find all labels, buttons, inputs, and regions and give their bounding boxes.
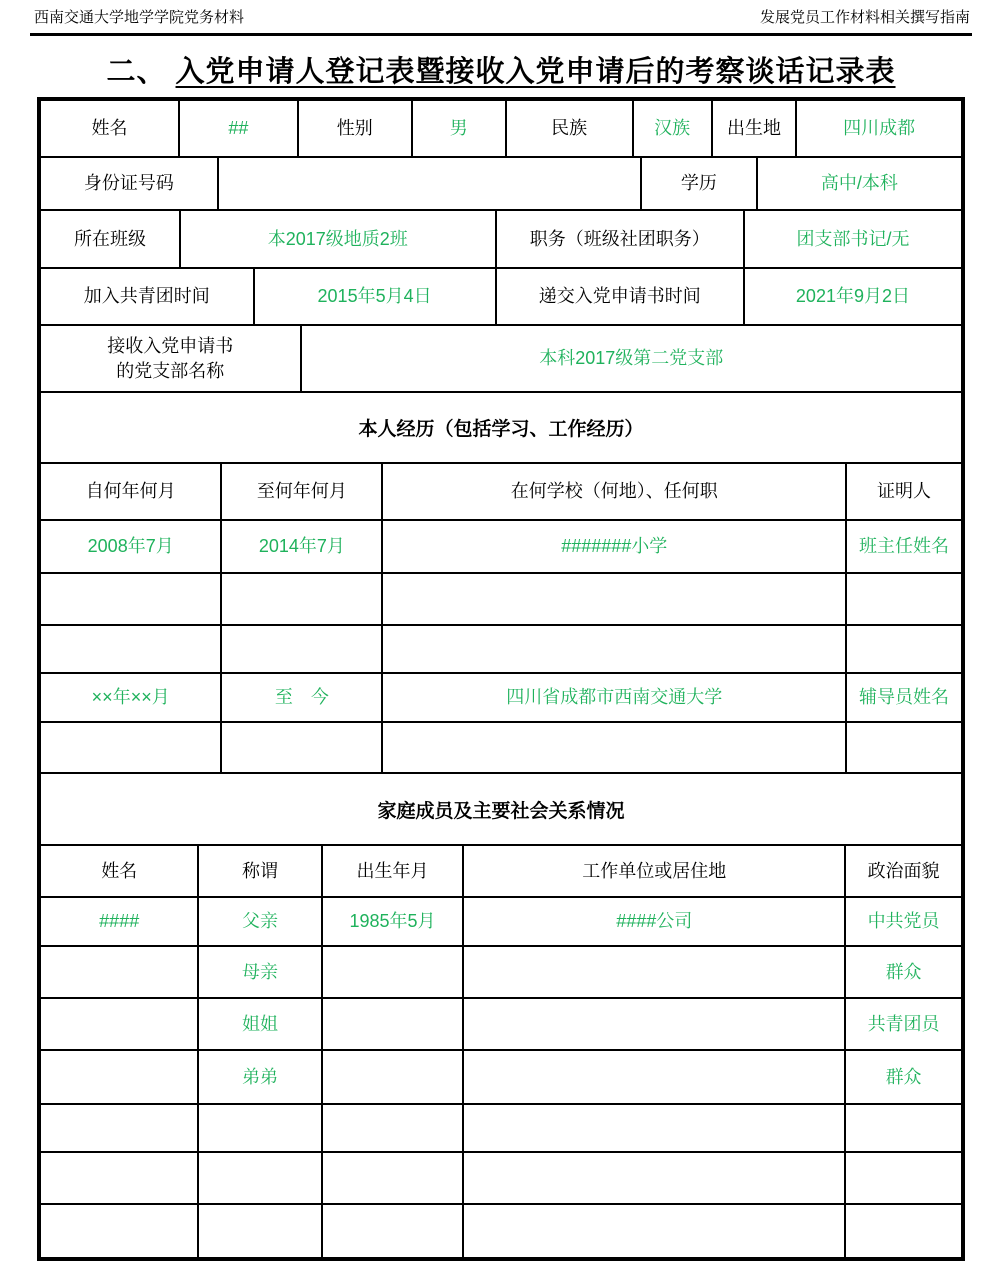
exp-cell-school <box>381 626 845 672</box>
family-cell-birth <box>321 999 463 1049</box>
exp-cell-from: ××年××月 <box>91 687 170 708</box>
gender-value: 男 <box>411 101 505 156</box>
league-join-value: 2015年5月4日 <box>253 269 495 324</box>
family-cell-birth: 1985年5月 <box>321 898 463 945</box>
exp-cell-school <box>381 574 845 624</box>
family-cell-relation: 母亲 <box>197 947 320 997</box>
birthplace-label: 出生地 <box>711 101 796 156</box>
name-value: ## <box>178 101 297 156</box>
family-cell-politics: 共青团员 <box>844 999 961 1049</box>
family-cell-workplace <box>462 947 844 997</box>
row-basic-info <box>41 101 961 156</box>
exp-cell-witness <box>845 574 961 624</box>
exp-col-witness: 证明人 <box>845 464 961 519</box>
family-cell-politics <box>844 1105 961 1151</box>
family-cell-relation <box>197 1105 320 1151</box>
class-label: 所在班级 <box>74 228 146 249</box>
family-row <box>41 997 961 1049</box>
family-col-name: 姓名 <box>101 860 138 881</box>
row-class-duty <box>41 209 961 267</box>
family-header-row <box>41 844 961 896</box>
family-row <box>41 896 961 945</box>
family-cell-workplace <box>462 1105 844 1151</box>
family-row <box>41 1103 961 1151</box>
family-col-workplace: 工作单位或居住地 <box>462 846 844 896</box>
family-cell-relation: 弟弟 <box>197 1051 320 1103</box>
duty-label: 职务（班级社团职务） <box>495 211 743 267</box>
ethnicity-value: 汉族 <box>632 101 711 156</box>
family-cell-name <box>41 1153 197 1203</box>
ethnicity-label: 民族 <box>505 101 632 156</box>
row-party-branch <box>41 324 961 391</box>
exp-cell-to: 至 今 <box>220 674 381 721</box>
family-cell-politics <box>844 1153 961 1203</box>
experience-row <box>41 519 961 572</box>
exp-cell-witness: 辅导员姓名 <box>845 674 961 721</box>
branch-label-line1: 接收入党申请书 <box>107 336 234 357</box>
exp-col-school: 在何学校（何地）、任何职 <box>381 464 845 519</box>
exp-cell-school: #######小学 <box>381 521 845 572</box>
experience-row <box>41 624 961 672</box>
exp-cell-witness: 班主任姓名 <box>845 521 961 572</box>
exp-cell-to <box>220 723 381 772</box>
family-cell-politics: 群众 <box>844 947 961 997</box>
application-value: 2021年9月2日 <box>743 269 961 324</box>
exp-cell-school: 四川省成都市西南交通大学 <box>381 674 845 721</box>
exp-col-from: 自何年何月 <box>85 481 176 502</box>
exp-cell-witness <box>845 626 961 672</box>
name-label: 姓名 <box>91 118 128 139</box>
class-value: 本2017级地质2班 <box>179 211 495 267</box>
page-header <box>0 0 1002 27</box>
family-cell-politics <box>844 1205 961 1257</box>
title-prefix: 二、 <box>106 56 176 88</box>
exp-cell-from <box>41 626 220 672</box>
id-number-label: 身份证号码 <box>83 173 174 194</box>
family-cell-workplace <box>462 999 844 1049</box>
family-cell-birth <box>321 1051 463 1103</box>
family-cell-politics: 中共党员 <box>844 898 961 945</box>
duty-value: 团支部书记/无 <box>743 211 961 267</box>
page-title <box>0 49 1002 90</box>
family-cell-birth <box>321 1105 463 1151</box>
exp-cell-from <box>41 723 220 772</box>
experience-row <box>41 572 961 624</box>
exp-cell-from <box>41 574 220 624</box>
exp-cell-from: 2008年7月 <box>87 536 174 557</box>
experience-row <box>41 672 961 721</box>
family-cell-workplace <box>462 1205 844 1257</box>
registration-form-table <box>37 97 965 1261</box>
experience-row <box>41 721 961 772</box>
family-cell-name <box>41 1105 197 1151</box>
page-header-right: 发展党员工作材料相关撰写指南 <box>759 10 970 26</box>
branch-value: 本科2017级第二党支部 <box>300 326 961 391</box>
family-row <box>41 1203 961 1257</box>
row-league-application <box>41 267 961 324</box>
education-value: 高中/本科 <box>756 158 961 209</box>
family-cell-relation <box>197 1205 320 1257</box>
family-row <box>41 1049 961 1103</box>
experience-section-title: 本人经历（包括学习、工作经历） <box>41 391 961 462</box>
application-label: 递交入党申请书时间 <box>495 269 743 324</box>
family-cell-workplace <box>462 1153 844 1203</box>
family-cell-relation: 姐姐 <box>197 999 320 1049</box>
family-cell-relation: 父亲 <box>197 898 320 945</box>
family-cell-workplace <box>462 1051 844 1103</box>
family-col-relation: 称谓 <box>197 846 320 896</box>
branch-label <box>41 326 300 391</box>
family-cell-relation <box>197 1153 320 1203</box>
family-col-birth: 出生年月 <box>321 846 463 896</box>
family-cell-name <box>41 1205 197 1257</box>
birthplace-value: 四川成都 <box>795 101 961 156</box>
family-row <box>41 1151 961 1203</box>
page-header-left: 西南交通大学地学学院党务材料 <box>34 10 245 26</box>
row-id-education <box>41 156 961 209</box>
family-cell-workplace: ####公司 <box>462 898 844 945</box>
family-cell-politics: 群众 <box>844 1051 961 1103</box>
league-join-label: 加入共青团时间 <box>83 286 210 307</box>
header-divider <box>30 33 972 36</box>
family-cell-name <box>41 947 197 997</box>
id-number-value <box>217 158 640 209</box>
gender-label: 性别 <box>297 101 411 156</box>
exp-cell-to: 2014年7月 <box>220 521 381 572</box>
family-cell-birth <box>321 947 463 997</box>
family-cell-name <box>41 1051 197 1103</box>
exp-cell-witness <box>845 723 961 772</box>
family-cell-name <box>41 999 197 1049</box>
branch-label-line2: 的党支部名称 <box>116 360 225 381</box>
exp-cell-to <box>220 626 381 672</box>
family-cell-birth <box>321 1153 463 1203</box>
family-row <box>41 945 961 997</box>
family-col-politics: 政治面貌 <box>844 846 961 896</box>
title-main: 入党申请人登记表暨接收入党申请后的考察谈话记录表 <box>175 56 896 88</box>
family-section-title: 家庭成员及主要社会关系情况 <box>41 772 961 844</box>
family-cell-birth <box>321 1205 463 1257</box>
exp-cell-to <box>220 574 381 624</box>
exp-cell-school <box>381 723 845 772</box>
education-label: 学历 <box>640 158 756 209</box>
experience-header-row <box>41 462 961 519</box>
exp-col-to: 至何年何月 <box>220 464 381 519</box>
family-cell-name: #### <box>99 911 140 932</box>
